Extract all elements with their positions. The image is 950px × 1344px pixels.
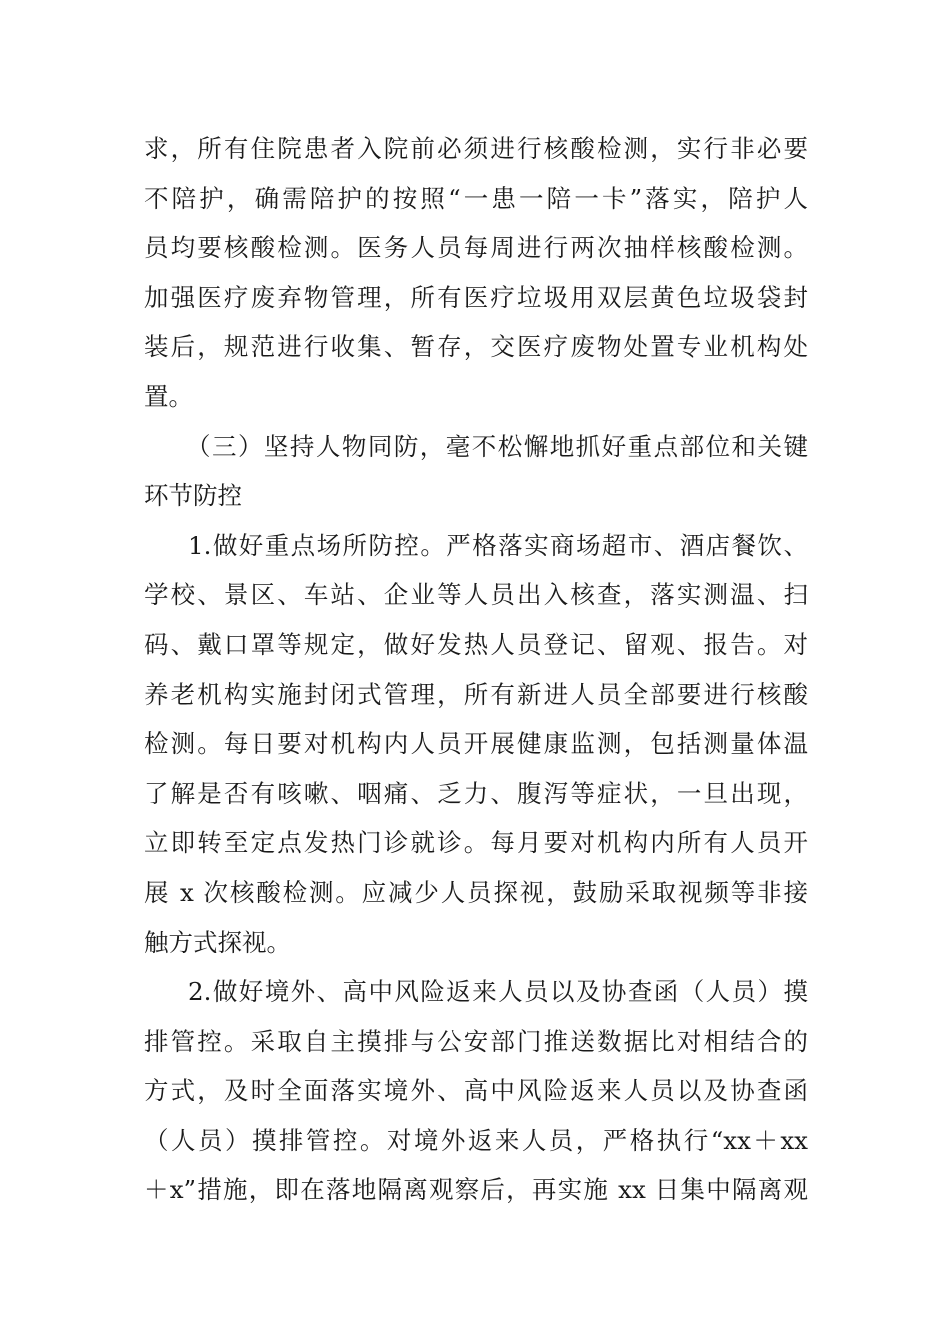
text-line: 检测。每日要对机构内人员开展健康监测，包括测量体温 bbox=[144, 729, 808, 759]
text-line: 养老机构实施封闭式管理，所有新进人员全部要进行核酸 bbox=[144, 679, 808, 709]
section-heading: （三）坚持人物同防，毫不松懈地抓好重点部位和关键 bbox=[186, 431, 808, 461]
item-2-heading: 2.做好境外、高中风险返来人员以及协查函（人员）摸 bbox=[188, 977, 808, 1007]
section-heading-continued: 环节防控 bbox=[144, 481, 242, 511]
text-line: 触方式探视。 bbox=[144, 927, 291, 957]
item-1-heading: 1.做好重点场所防控。严格落实商场超市、酒店餐饮、 bbox=[188, 530, 808, 560]
text-line: 方式，及时全面落实境外、高中风险返来人员以及协查函 bbox=[144, 1076, 808, 1106]
document-body bbox=[144, 124, 808, 1215]
text-line: 了解是否有咳嗽、咽痛、乏力、腹泻等症状，一旦出现， bbox=[144, 778, 808, 808]
text-line: 排管控。采取自主摸排与公安部门推送数据比对相结合的 bbox=[144, 1026, 808, 1056]
text-line: （人员）摸排管控。对境外返来人员，严格执行“xx＋xx bbox=[144, 1125, 808, 1155]
text-line: 加强医疗废弃物管理，所有医疗垃圾用双层黄色垃圾袋封 bbox=[144, 282, 808, 312]
text-line: 装后，规范进行收集、暂存，交医疗废物处置专业机构处 bbox=[144, 332, 808, 362]
text-line: 求，所有住院患者入院前必须进行核酸检测，实行非必要 bbox=[144, 134, 808, 163]
text-line: 学校、景区、车站、企业等人员出入核查，落实测温、扫 bbox=[144, 580, 808, 610]
text-line: 员均要核酸检测。医务人员每周进行两次抽样核酸检测。 bbox=[144, 233, 808, 263]
text-line: 展 x 次核酸检测。应减少人员探视，鼓励采取视频等非接 bbox=[144, 877, 808, 907]
text-line: 置。 bbox=[144, 381, 193, 411]
text-line: 立即转至定点发热门诊就诊。每月要对机构内所有人员开 bbox=[144, 828, 808, 858]
text-line: ＋x”措施，即在落地隔离观察后，再实施 xx 日集中隔离观 bbox=[144, 1175, 808, 1205]
text-line: 码、戴口罩等规定，做好发热人员登记、留观、报告。对 bbox=[144, 629, 808, 659]
text-line: 不陪护，确需陪护的按照“一患一陪一卡”落实，陪护人 bbox=[144, 183, 808, 213]
